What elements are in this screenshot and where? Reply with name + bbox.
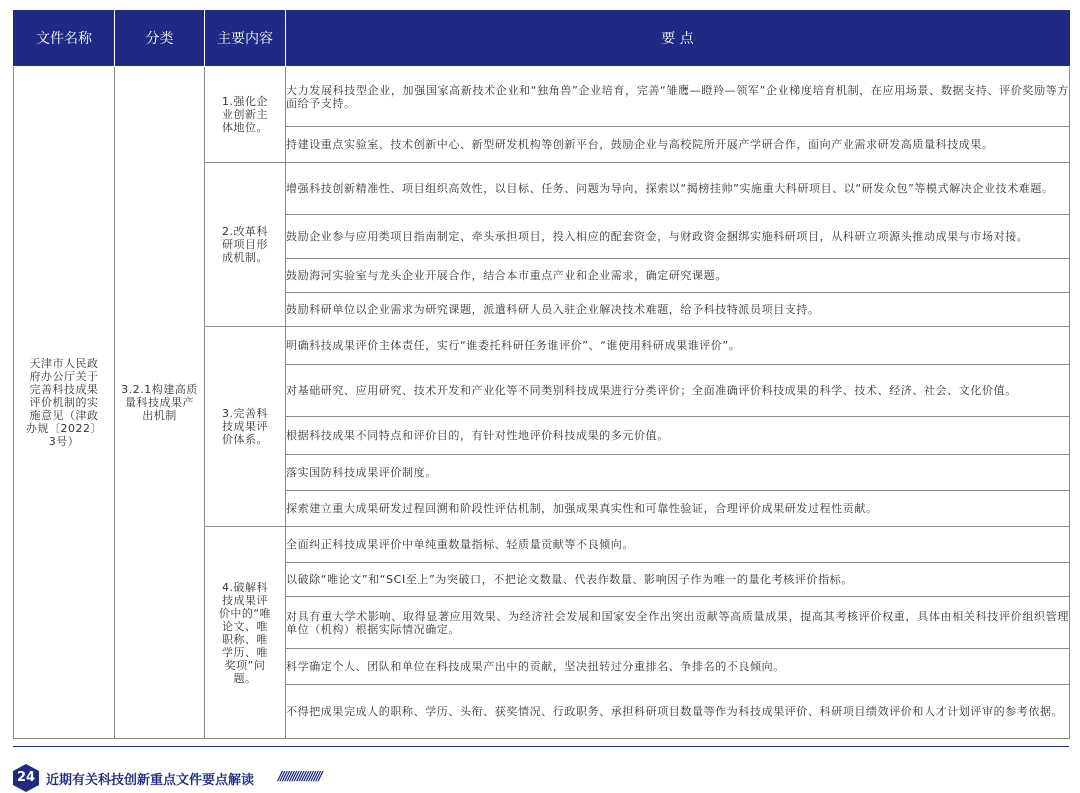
point-cell	[286, 215, 1070, 259]
point-text: 全面纠正科技成果评价中单纯重数量指标、轻质量贡献等不良倾向。	[286, 538, 634, 551]
table-row	[14, 67, 1070, 127]
footer-decoration: //////////////////	[278, 769, 321, 783]
point-text: 对基础研究、应用研究、技术开发和产业化等不同类别科技成果进行分类评价；全面准确评价科技成果的科学、技术、经济、社会、文化价值。	[286, 384, 1017, 397]
topic-cell	[205, 327, 286, 527]
header-key-points: 要 点	[286, 10, 1070, 67]
point-cell	[286, 365, 1070, 417]
point-text: 鼓励海河实验室与龙头企业开展合作，结合本市重点产业和企业需求，确定研究课题。	[286, 269, 727, 282]
point-text: 增强科技创新精准性、项目组织高效性，以目标、任务、问题为导向，探索以“揭榜挂帅”实施重大科研项目、以“研发众包”等模式解决企业技术难题。	[286, 182, 1054, 195]
point-cell	[286, 163, 1070, 215]
point-cell	[286, 685, 1070, 739]
point-cell	[286, 259, 1070, 293]
topic-label: 1.强化企业创新主体地位。	[222, 95, 268, 134]
footer-title: 近期有关科技创新重点文件要点解读	[46, 773, 255, 788]
point-text: 鼓励企业参与应用类项目指南制定、牵头承担项目，投入相应的配套资金，与财政资金捆绑实施科研项目，从科研立项源头推动成果与市场对接。	[286, 230, 1029, 243]
point-text: 根据科技成果不同特点和评价目的，有针对性地评价科技成果的多元价值。	[286, 429, 669, 442]
point-text: 大力发展科技型企业，加强国家高新技术企业和“独角兽”企业培育，完善“雏鹰—瞪羚—领军”企业梯度培育机制，在应用场景、数据支持、评价奖励等方面给予支持。	[286, 83, 1069, 110]
point-cell	[286, 527, 1070, 563]
point-cell	[286, 491, 1070, 527]
point-text: 落实国防科技成果评价制度。	[286, 466, 437, 479]
point-text: 明确科技成果评价主体责任，实行“谁委托科研任务谁评价”、“谁使用科研成果谁评价”。	[286, 339, 741, 352]
header-document-name: 文件名称	[14, 10, 115, 67]
point-cell	[286, 455, 1070, 491]
page-number: 24	[16, 770, 36, 785]
header-main-content: 主要内容	[205, 10, 286, 67]
topic-label: 4.破解科技成果评价中的“唯论文、唯职称、唯学历、唯奖项”问题。	[218, 580, 272, 685]
point-cell	[286, 67, 1070, 127]
point-cell	[286, 649, 1070, 685]
point-text: 科学确定个人、团队和单位在科技成果产出中的贡献，坚决扭转过分重排名、争排名的不良倾向。	[286, 660, 785, 673]
category-cell	[115, 67, 205, 739]
point-cell	[286, 417, 1070, 455]
document-name: 天津市人民政府办公厅关于完善科技成果评价机制的实施意见（津政办规〔2022〕3号）	[26, 357, 102, 448]
document-name-cell	[14, 67, 115, 739]
page-number-badge	[13, 764, 39, 792]
point-text: 鼓励科研单位以企业需求为研究课题，派遣科研人员入驻企业解决技术难题，给予科技特派员项目支持。	[286, 303, 820, 316]
point-text: 不得把成果完成人的职称、学历、头衔、获奖情况、行政职务、承担科研项目数量等作为科技成果评价、科研项目绩效评价和人才计划评审的参考依据。	[286, 705, 1064, 718]
point-text: 对具有重大学术影响、取得显著应用效果、为经济社会发展和国家安全作出突出贡献等高质量成果，提高其考核评价权重，具体由相关科技评价组织管理单位（机构）根据实际情况确定。	[286, 609, 1069, 636]
policy-table	[13, 10, 1070, 739]
point-text: 持建设重点实验室、技术创新中心、新型研发机构等创新平台，鼓励企业与高校院所开展产学研合作，面向产业需求研发高质量科技成果。	[286, 138, 994, 151]
header-category: 分类	[115, 10, 205, 67]
point-text: 以破除“唯论文”和“SCI至上”为突破口，不把论文数量、代表作数量、影响因子作为唯一的量化考核评价指标。	[286, 573, 853, 586]
topic-cell	[205, 67, 286, 163]
category-label: 3.2.1构建高质量科技成果产出机制	[121, 383, 198, 422]
point-cell	[286, 293, 1070, 327]
point-cell	[286, 127, 1070, 163]
table-header-row	[14, 10, 1070, 67]
topic-cell	[205, 527, 286, 739]
topic-label: 3.完善科技成果评价体系。	[222, 407, 268, 446]
topic-cell	[205, 163, 286, 327]
point-text: 探索建立重大成果研发过程回溯和阶段性评估机制，加强成果真实性和可靠性验证，合理评价成果研发过程性贡献。	[286, 502, 878, 515]
point-cell	[286, 563, 1070, 597]
point-cell	[286, 327, 1070, 365]
point-cell	[286, 597, 1070, 649]
footer-divider	[13, 746, 1069, 747]
topic-label: 2.改革科研项目形成机制。	[222, 225, 268, 264]
